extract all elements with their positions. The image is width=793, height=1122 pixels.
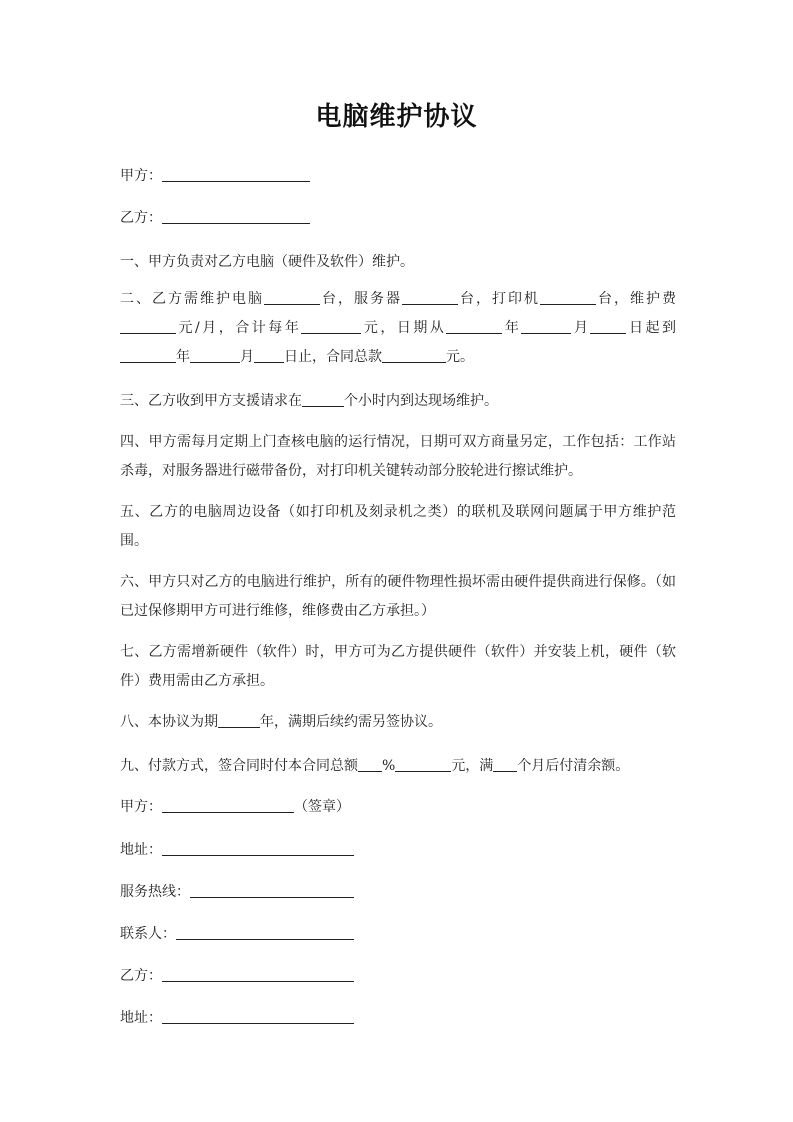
clause-3-prefix: 三、乙方收到甲方支援请求在 bbox=[120, 393, 302, 409]
address-a-label: 地址： bbox=[120, 842, 162, 858]
sign-party-b-label: 乙方： bbox=[120, 968, 162, 984]
year-unit: 元，日期从 bbox=[361, 320, 447, 336]
yearly-total-blank[interactable] bbox=[301, 319, 361, 334]
document-title: 电脑维护协议 bbox=[315, 102, 478, 132]
to-month-blank[interactable] bbox=[190, 348, 240, 363]
to-year-blank[interactable] bbox=[120, 348, 176, 363]
printers-count-blank[interactable] bbox=[540, 290, 596, 305]
sign-party-a-label: 甲方： bbox=[120, 799, 162, 815]
address-a-blank[interactable] bbox=[162, 841, 354, 856]
sign-party-a bbox=[120, 797, 350, 817]
monthly-fee-blank[interactable] bbox=[120, 319, 176, 334]
total-unit: 元。 bbox=[446, 349, 474, 365]
party-a-label: 甲方： bbox=[120, 168, 162, 184]
unit-computers: 台，服务器 bbox=[320, 291, 402, 307]
hotline-blank[interactable] bbox=[190, 883, 354, 898]
percent-sign: % bbox=[382, 758, 396, 774]
clause-2-prefix: 二、乙方需维护电脑 bbox=[120, 291, 264, 307]
unit-printers: 台，维护费 bbox=[596, 291, 676, 307]
computers-count-blank[interactable] bbox=[264, 290, 320, 305]
clause-6: 六、甲方只对乙方的电脑进行维护，所有的硬件物理性损坏需由硬件提供商进行保修。（如已过保修期甲方可进行维修，维修费由乙方承担。） bbox=[120, 574, 676, 619]
to-month-label: 月 bbox=[240, 349, 254, 365]
to-day-blank[interactable] bbox=[254, 348, 284, 363]
sign-party-b bbox=[120, 966, 354, 986]
clause-4: 四、甲方需每月定期上门查核电脑的运行情况，日期可双方商量另定，工作包括：工作站杀毒，对服务器进行磁带备份，对打印机关键转动部分胶轮进行擦试维护。 bbox=[120, 434, 676, 479]
response-hours-blank[interactable] bbox=[302, 392, 344, 407]
to-year-label: 年 bbox=[176, 349, 190, 365]
contact-label: 联系人： bbox=[120, 926, 176, 942]
contract-total-blank[interactable] bbox=[382, 348, 446, 363]
contact-blank[interactable] bbox=[176, 925, 354, 940]
clause-3 bbox=[120, 387, 676, 416]
party-b-line bbox=[120, 208, 310, 228]
from-day-blank[interactable] bbox=[590, 319, 626, 334]
address-b-blank[interactable] bbox=[162, 1009, 354, 1024]
clause-8-suffix: 年，满期后续约需另签协议。 bbox=[260, 714, 442, 730]
clause-3-suffix: 个小时内到达现场维护。 bbox=[344, 393, 498, 409]
clause-8-prefix: 八、本协议为期 bbox=[120, 714, 218, 730]
percent-blank[interactable] bbox=[358, 757, 382, 772]
unit-servers: 台，打印机 bbox=[458, 291, 540, 307]
from-month-label: 月 bbox=[571, 320, 591, 336]
contact-line bbox=[120, 924, 354, 944]
sign-party-a-blank[interactable] bbox=[162, 798, 294, 813]
from-year-blank[interactable] bbox=[446, 319, 502, 334]
seal-label: （签章） bbox=[294, 799, 350, 815]
sign-party-b-blank[interactable] bbox=[162, 967, 354, 982]
party-a-line bbox=[120, 166, 310, 186]
clause-1: 一、甲方负责对乙方电脑（硬件及软件）维护。 bbox=[120, 254, 414, 270]
from-month-blank[interactable] bbox=[521, 319, 571, 334]
term-years-blank[interactable] bbox=[218, 713, 260, 728]
to-day-label: 日止，合同总款 bbox=[284, 349, 382, 365]
clause-9-suffix: 个月后付清余额。 bbox=[517, 758, 630, 774]
address-b-line bbox=[120, 1008, 354, 1028]
amount-blank[interactable] bbox=[395, 757, 451, 772]
hotline-label: 服务热线： bbox=[120, 884, 190, 900]
address-b-label: 地址： bbox=[120, 1010, 162, 1026]
party-b-label: 乙方： bbox=[120, 210, 162, 226]
hotline-line bbox=[120, 882, 354, 902]
from-year-label: 年 bbox=[502, 320, 522, 336]
address-a-line bbox=[120, 840, 354, 860]
servers-count-blank[interactable] bbox=[402, 290, 458, 305]
clause-9-prefix: 九、付款方式，签合同时付本合同总额 bbox=[120, 758, 358, 774]
party-b-blank[interactable] bbox=[162, 209, 310, 224]
clause-5: 五、乙方的电脑周边设备（如打印机及刻录机之类）的联机及联网问题属于甲方维护范围。 bbox=[120, 504, 676, 549]
months-blank[interactable] bbox=[493, 757, 517, 772]
from-day-label: 日起到 bbox=[626, 320, 677, 336]
clause-2 bbox=[120, 285, 676, 372]
clause-9 bbox=[120, 752, 676, 781]
party-a-blank[interactable] bbox=[162, 167, 310, 182]
clause-7: 七、乙方需增新硬件（软件）时，甲方可为乙方提供硬件（软件）并安装上机，硬件（软件）费用需由乙方承担。 bbox=[120, 644, 676, 689]
fee-unit: 元/月，合计每年 bbox=[176, 320, 302, 336]
yuan-label: 元，满 bbox=[451, 758, 494, 774]
clause-8 bbox=[120, 708, 676, 737]
